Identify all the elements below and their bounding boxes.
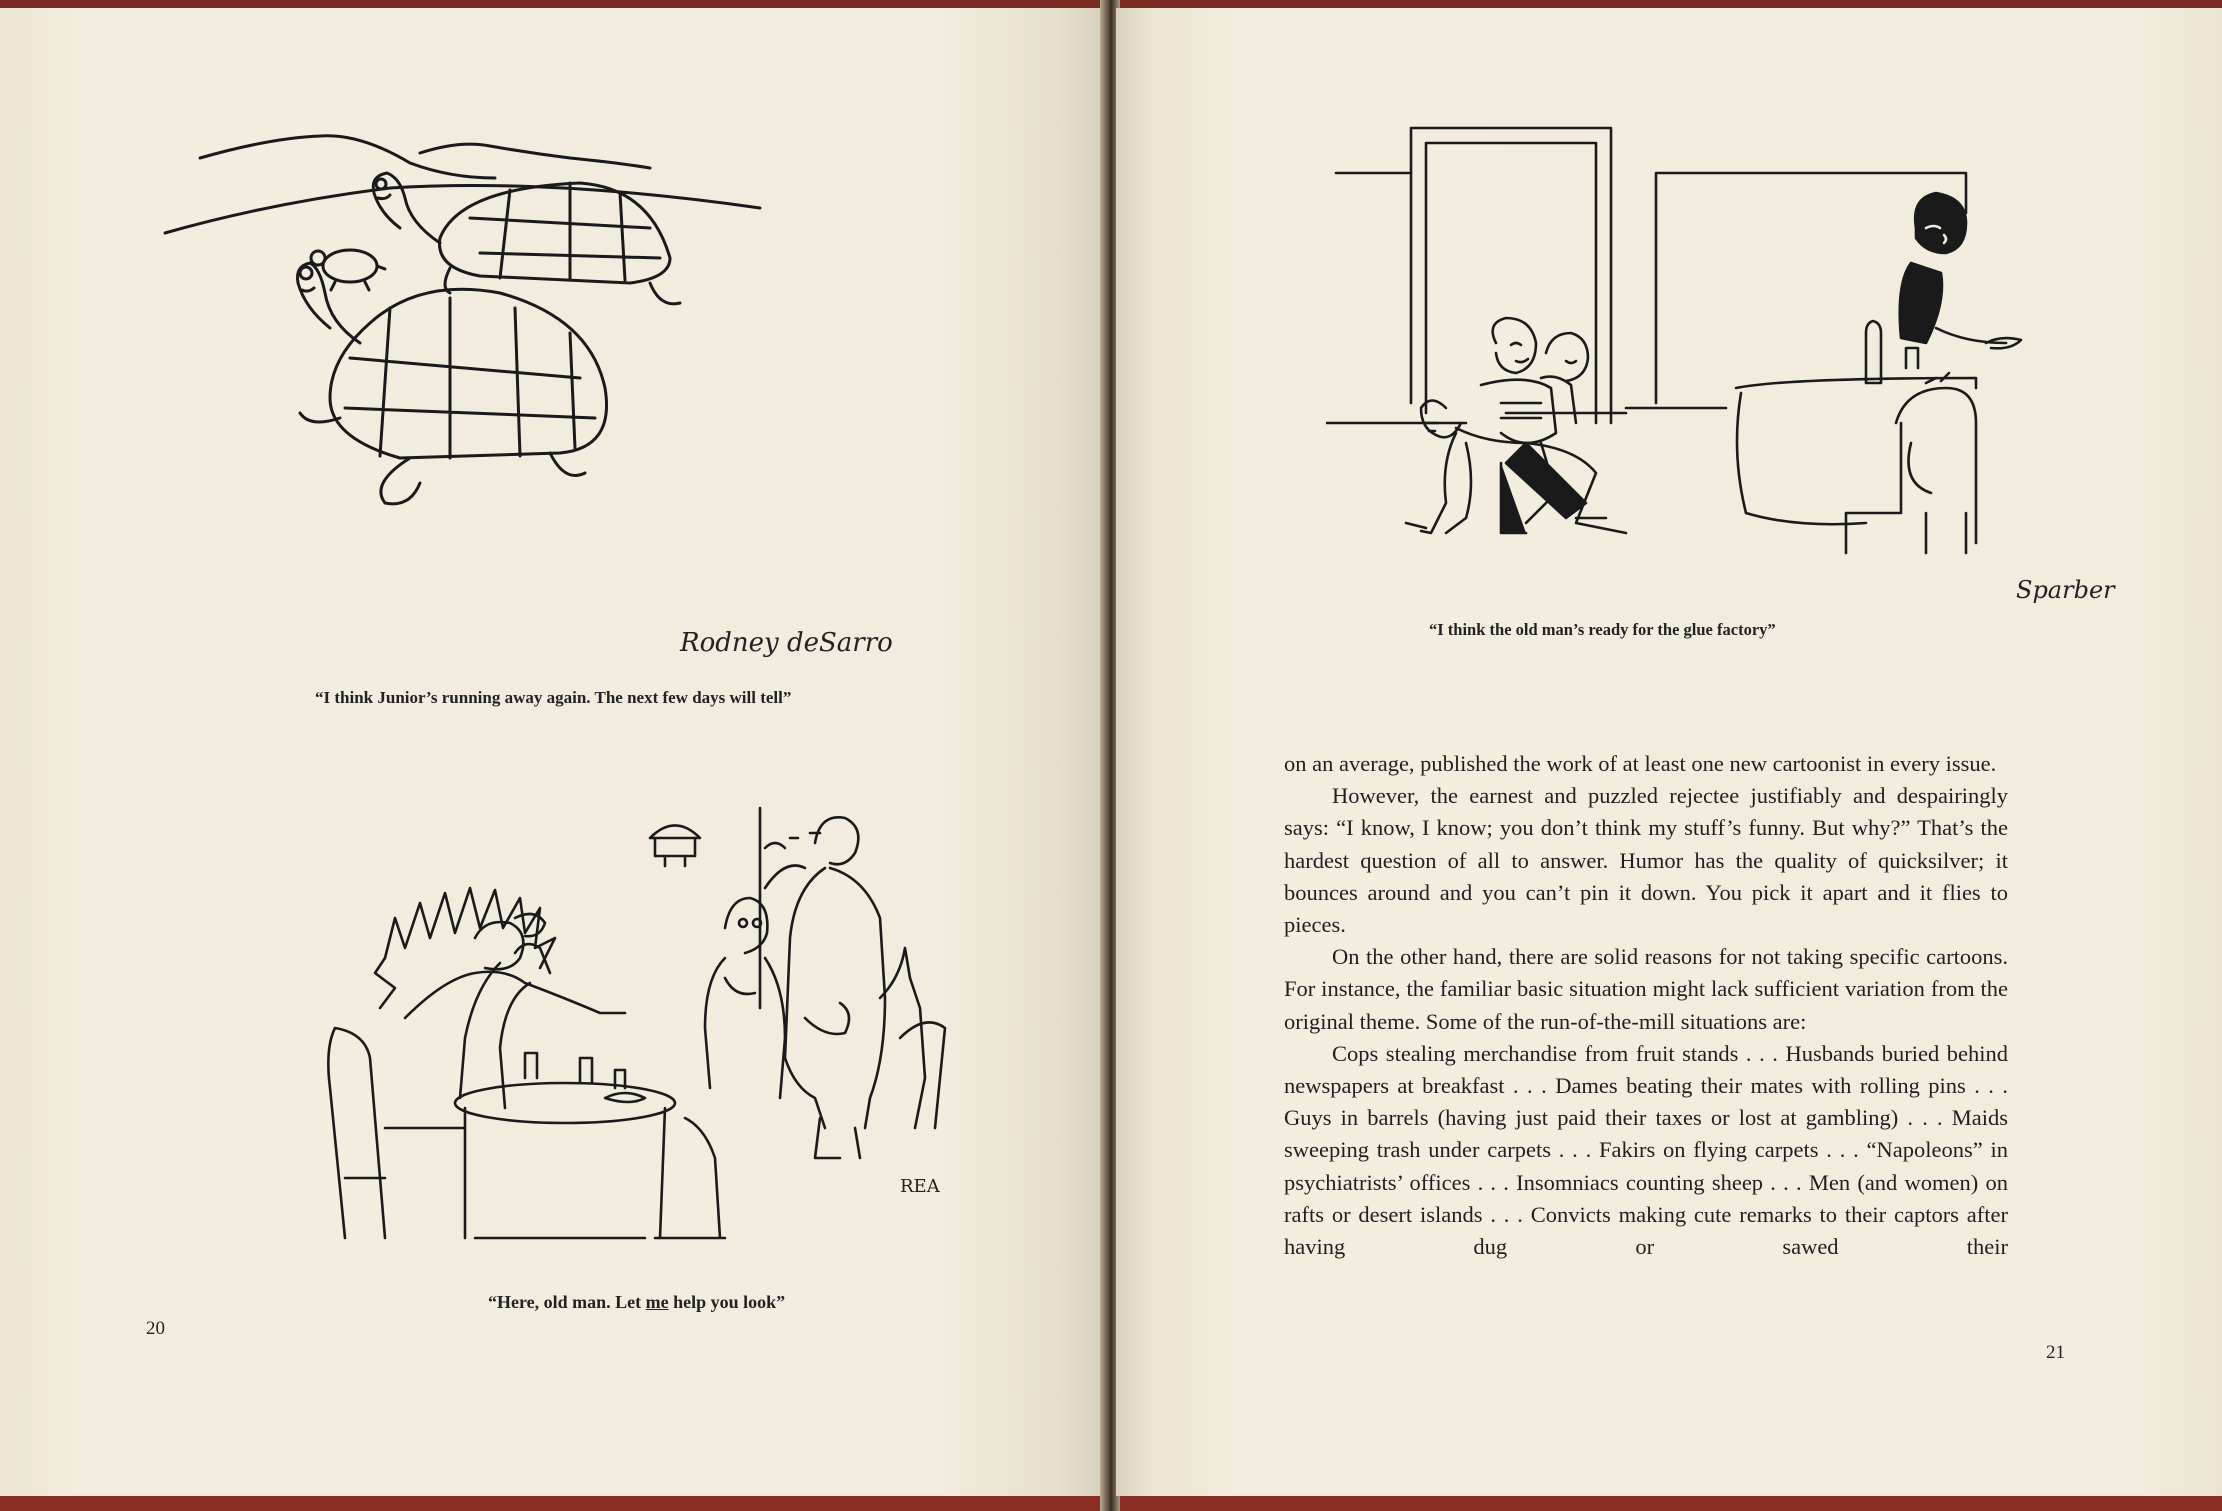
paragraph-continuation: on an average, published the work of at least one new cartoonist in every issue. <box>1284 751 1997 776</box>
page-number-left: 20 <box>146 1318 165 1339</box>
caption-emphasis: me <box>645 1292 669 1312</box>
turtle-cartoon-signature: Rodney deSarro <box>680 628 893 658</box>
caption-text-after: help you look” <box>668 1292 786 1312</box>
restaurant-cartoon <box>325 798 1005 1278</box>
caption-text-before: “Here, old man. Let <box>488 1292 646 1312</box>
page-number-right: 21 <box>2046 1342 2065 1363</box>
body-text <box>1284 748 2008 1263</box>
left-page <box>0 8 1104 1496</box>
paragraph-situations-list: Cops stealing merchandise from fruit stands . . . Husbands buried behind newspapers at breakfast . . . Dames beating their mates with rolling pins . . . Guys in barrels (having just paid their taxes or lost at gambling) . . . Maids sweeping trash under carpets . . . Fakirs on flying carpets . . . “Napoleons” in psychiatrists’ offices . . . Insomniacs counting sheep . . . Men (and women) on rafts or desert islands . . . Convicts making cute remarks to their captors after having dug or sawed their <box>1284 1040 2008 1260</box>
turtle-cartoon <box>150 118 810 648</box>
bar-cartoon-signature: Sparber <box>2016 576 2115 604</box>
bar-cartoon-caption: “I think the old man’s ready for the glue factory” <box>1429 620 1776 639</box>
bar-cartoon <box>1326 123 2106 623</box>
paragraph-solid-reasons: On the other hand, there are solid reasons for not taking specific cartoons. For instance, the familiar basic situation might lack sufficient variation from the original theme. Some of the run-of-the-mill situations are: <box>1284 944 2008 1034</box>
restaurant-cartoon-caption <box>488 1292 785 1313</box>
paragraph-rejectee: However, the earnest and puzzled rejectee justifiably and despairingly says: “I know, I know; you don’t think my stuff’s funny. But why?” That’s the hardest question of all to answer. Humor has the quality of quicksilver; it bounces around and you can’t pin it down. You pick it apart and it flies to pieces. <box>1284 783 2008 938</box>
turtle-cartoon-caption: “I think Junior’s running away again. The next few days will tell” <box>315 688 792 707</box>
restaurant-cartoon-signature: REA <box>900 1176 940 1197</box>
right-page <box>1116 8 2222 1496</box>
